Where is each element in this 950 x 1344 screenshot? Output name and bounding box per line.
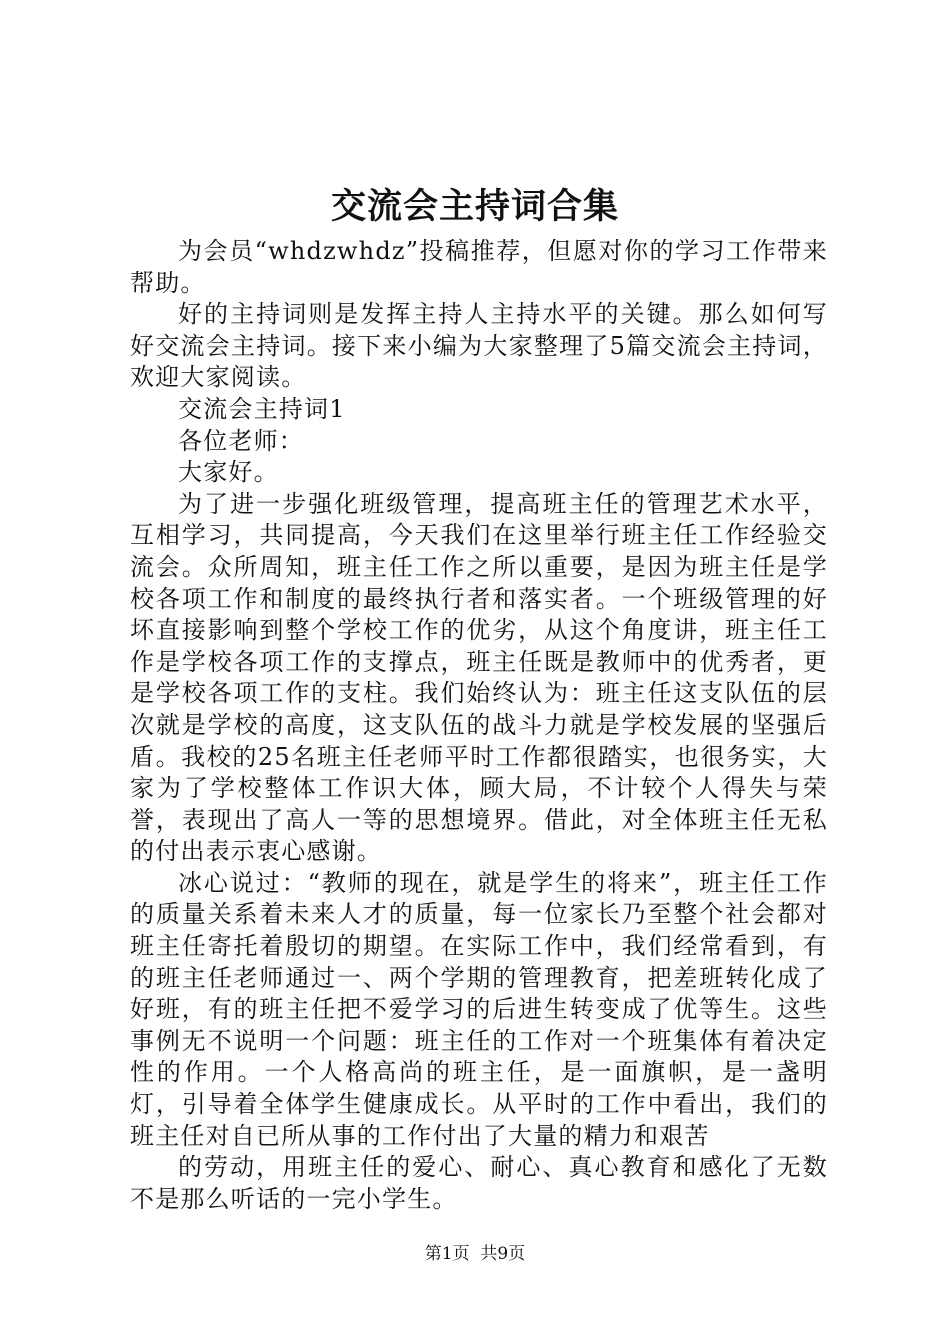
paragraph: 为了进一步强化班级管理，提高班主任的管理艺术水平，互相学习，共同提高，今天我们在这里举行班主任工作经验交流会。众所周知，班主任工作之所以重要，是因为班主任是学校各项工作和制度的最终执行者和落实者。一个班级管理的好坏直接影响到整个学校工作的优劣，从这个角度讲，班主任工作是学校各项工作的支撑点，班主任既是教师中的优秀者，更是学校各项工作的支柱。我们始终认为：班主任这支队伍的层次就是学校的高度，这支队伍的战斗力就是学校发展的坚强后盾。我校的25名班主任老师平时工作都很踏实，也很务实，大家为了学校整体工作识大体，顾大局，不计较个人得失与荣誉，表现出了高人一等的思想境界。借此，对全体班主任无私的付出表示衷心感谢。 (130, 489, 828, 866)
paragraph: 为会员“whdzwhdz”投稿推荐，但愿对你的学习工作带来帮助。 (130, 237, 828, 297)
page-total: 共9页 (480, 1244, 526, 1264)
greeting: 大家好。 (178, 458, 279, 487)
paragraph: 的劳动，用班主任的爱心、耐心、真心教育和感化了无数不是那么听话的一完小学生。 (130, 1153, 828, 1213)
document-title: 交流会主持词合集 (330, 186, 619, 227)
page-footer (0, 1242, 950, 1266)
salutation: 各位老师： (178, 426, 304, 455)
document-body (130, 236, 828, 1215)
paragraph: 冰心说过：“教师的现在，就是学生的将来”，班主任工作的质量关系着未来人才的质量，每一位家长乃至整个社会都对班主任寄托着殷切的期望。在实际工作中，我们经常看到，有的班主任老师通过一、两个学期的管理教育，把差班转化成了好班，有的班主任把不爱学习的后进生转变成了优等生。这些事例无不说明一个问题：班主任的工作对一个班集体有着决定性的作用。一个人格高尚的班主任，是一面旗帜，是一盏明灯，引导着全体学生健康成长。从平时的工作中看出，我们的班主任对自已所从事的工作付出了大量的精力和艰苦 (130, 868, 828, 1150)
section-heading: 交流会主持词1 (178, 394, 346, 423)
page-number: 第1页 (424, 1244, 470, 1264)
paragraph: 好的主持词则是发挥主持人主持水平的关键。那么如何写好交流会主持词。接下来小编为大家整理了5篇交流会主持词，欢迎大家阅读。 (130, 300, 828, 392)
